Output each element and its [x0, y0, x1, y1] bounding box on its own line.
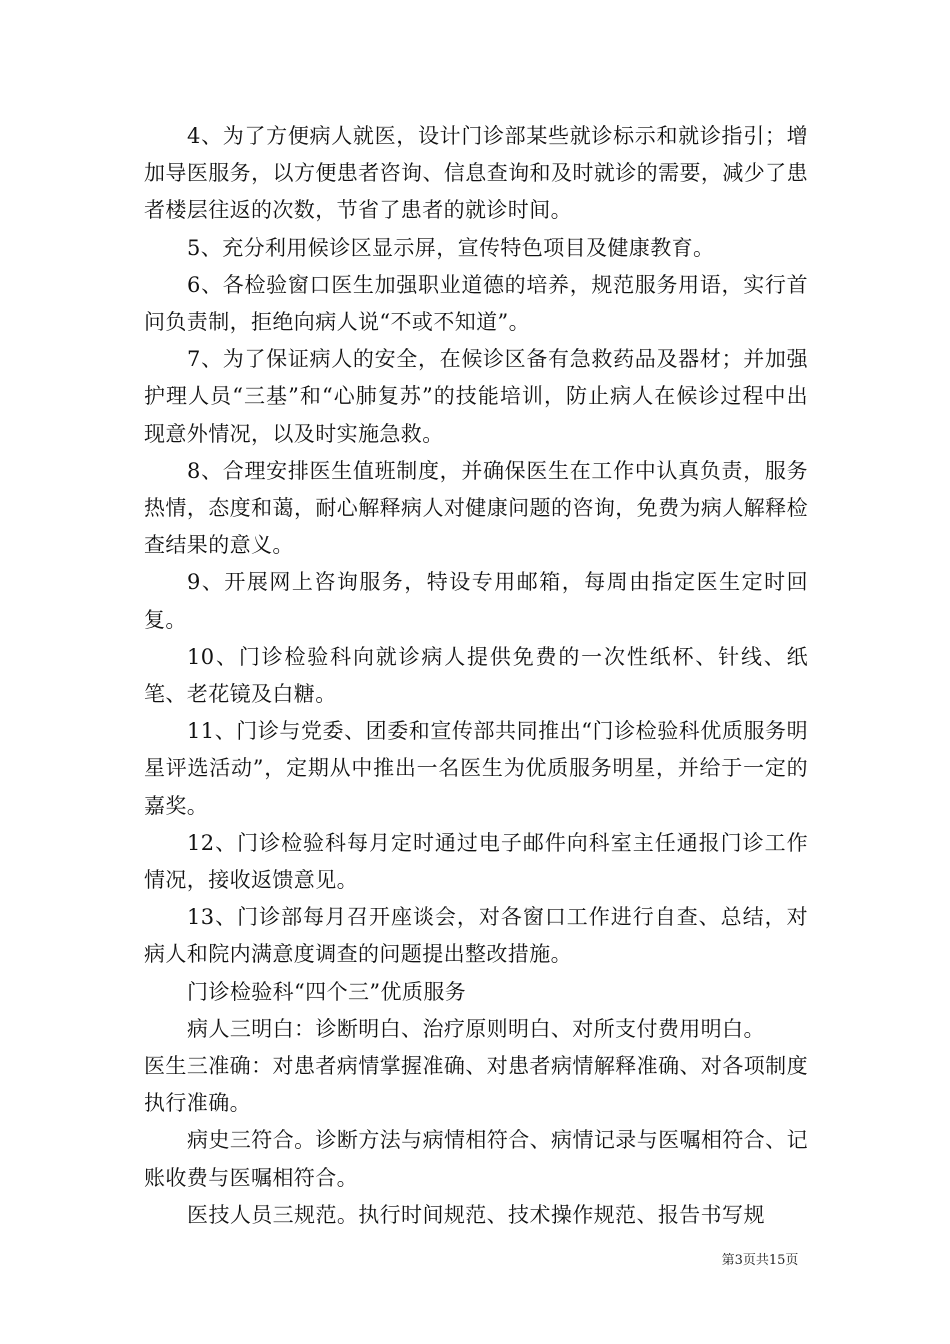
paragraph-item-9: 9、开展网上咨询服务，特设专用邮箱，每周由指定医生定时回复。 — [144, 570, 808, 632]
document-body — [144, 118, 808, 1234]
paragraph-item-13: 13、门诊部每月召开座谈会，对各窗口工作进行自查、总结，对病人和院内满意度调查的问题提出整改措施。 — [144, 905, 808, 967]
paragraph-history-three: 病史三符合。诊断方法与病情相符合、病情记录与医嘱相符合、记账收费与医嘱相符合。 — [144, 1128, 808, 1190]
section-heading: 门诊检验科“四个三”优质服务 — [187, 979, 467, 1004]
paragraph-item-8: 8、合理安排医生值班制度，并确保医生在工作中认真负责，服务热情，态度和蔼，耐心解释病人对健康问题的咨询，免费为病人解释检查结果的意义。 — [144, 458, 808, 558]
page-number-footer: 第3页共15页 — [721, 1253, 799, 1268]
paragraph-patient-three: 病人三明白：诊断明白、治疗原则明白、对所支付费用明白。 — [187, 1016, 765, 1041]
paragraph-item-12: 12、门诊检验科每月定时通过电子邮件向科室主任通报门诊工作情况，接收返馈意见。 — [144, 830, 808, 893]
paragraph-item-5: 5、充分利用候诊区显示屏，宣传特色项目及健康教育。 — [187, 235, 715, 260]
paragraph-item-4: 4、为了方便病人就医，设计门诊部某些就诊标示和就诊指引；增加导医服务，以方便患者咨询、信息查询和及时就诊的需要，减少了患者楼层往返的次数，节省了患者的就诊时间。 — [144, 124, 808, 223]
paragraph-item-10: 10、门诊检验科向就诊病人提供免费的一次性纸杯、针线、纸笔、老花镜及白糖。 — [144, 644, 808, 707]
paragraph-doctor-three: 医生三准确：对患者病情掌握准确、对患者病情解释准确、对各项制度执行准确。 — [144, 1054, 808, 1116]
paragraph-technician-three: 医技人员三规范。执行时间规范、技术操作规范、报告书写规 — [187, 1202, 765, 1227]
paragraph-item-6: 6、各检验窗口医生加强职业道德的培养，规范服务用语，实行首问负责制，拒绝向病人说“不或不知道”。 — [144, 272, 808, 335]
paragraph-item-7: 7、为了保证病人的安全，在候诊区备有急救药品及器材；并加强护理人员“三基”和“心肺复苏”的技能培训，防止病人在候诊过程中出现意外情况，以及时实施急救。 — [144, 347, 808, 446]
paragraph-item-11: 11、门诊与党委、团委和宣传部共同推出“门诊检验科优质服务明星评选活动”，定期从中推出一名医生为优质服务明星，并给于一定的嘉奖。 — [144, 719, 808, 818]
